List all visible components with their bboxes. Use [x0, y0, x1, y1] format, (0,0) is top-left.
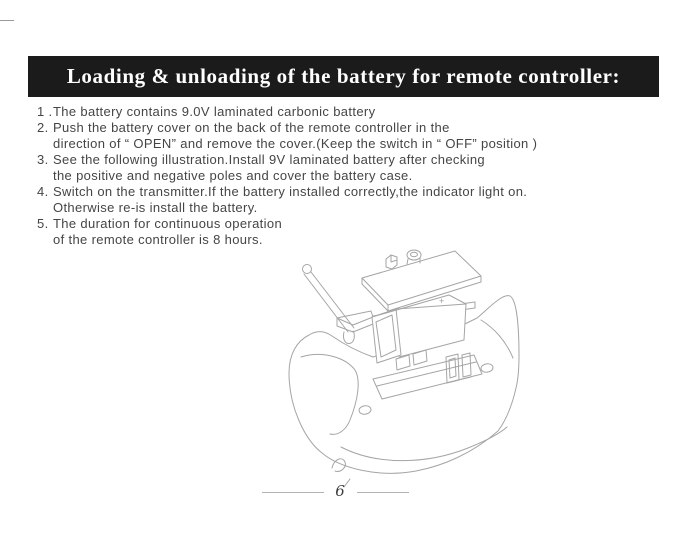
bracket-foot — [343, 331, 354, 343]
page-footer — [0, 478, 679, 502]
list-number — [37, 232, 53, 248]
instruction-line — [37, 168, 657, 184]
instruction-text: direction of “ OPEN” and remove the cover.(Keep the switch in “ OFF” position ) — [53, 136, 538, 151]
list-number — [37, 136, 53, 152]
exploded-view-drawing — [278, 238, 550, 490]
footer-rule-left — [262, 492, 324, 493]
battery-polarity-mark: + — [439, 296, 445, 306]
list-number: 4. — [37, 184, 49, 199]
instruction-list — [37, 104, 657, 248]
instruction-line — [37, 136, 657, 152]
remote-controller-illustration — [278, 238, 550, 490]
list-number — [37, 168, 53, 184]
list-number: 1 . — [37, 104, 53, 119]
instruction-text: The battery contains 9.0V laminated carbonic battery — [53, 104, 376, 119]
instruction-text: The duration for continuous operation — [53, 216, 283, 231]
list-number: 5. — [37, 216, 49, 231]
section-title: Loading & unloading of the battery for remote controller: — [66, 64, 621, 88]
page-number: 6 — [335, 482, 345, 500]
instruction-text: Switch on the transmitter.If the battery installed correctly,the indicator light on. — [53, 184, 528, 199]
section-header-bar — [28, 56, 659, 97]
instruction-line — [37, 104, 657, 120]
instruction-line — [37, 184, 657, 200]
instruction-text: of the remote controller is 8 hours. — [53, 232, 263, 247]
instruction-text: Push the battery cover on the back of the remote controller in the — [53, 120, 450, 135]
instruction-line — [37, 152, 657, 168]
page-crop-mark — [0, 20, 14, 21]
cover-ring-tab — [407, 250, 421, 260]
list-number: 2. — [37, 120, 49, 135]
list-number — [37, 200, 53, 216]
instruction-line — [37, 216, 657, 232]
instruction-line — [37, 200, 657, 216]
footer-rule-right — [357, 492, 409, 493]
instruction-text: See the following illustration.Install 9V laminated battery after checking — [53, 152, 486, 167]
list-number: 3. — [37, 152, 49, 167]
instruction-line — [37, 120, 657, 136]
instruction-text: the positive and negative poles and cover the battery case. — [53, 168, 413, 183]
instruction-text: Otherwise re-is install the battery. — [53, 200, 258, 215]
antenna-tip — [303, 265, 312, 274]
battery-cover — [362, 250, 481, 311]
